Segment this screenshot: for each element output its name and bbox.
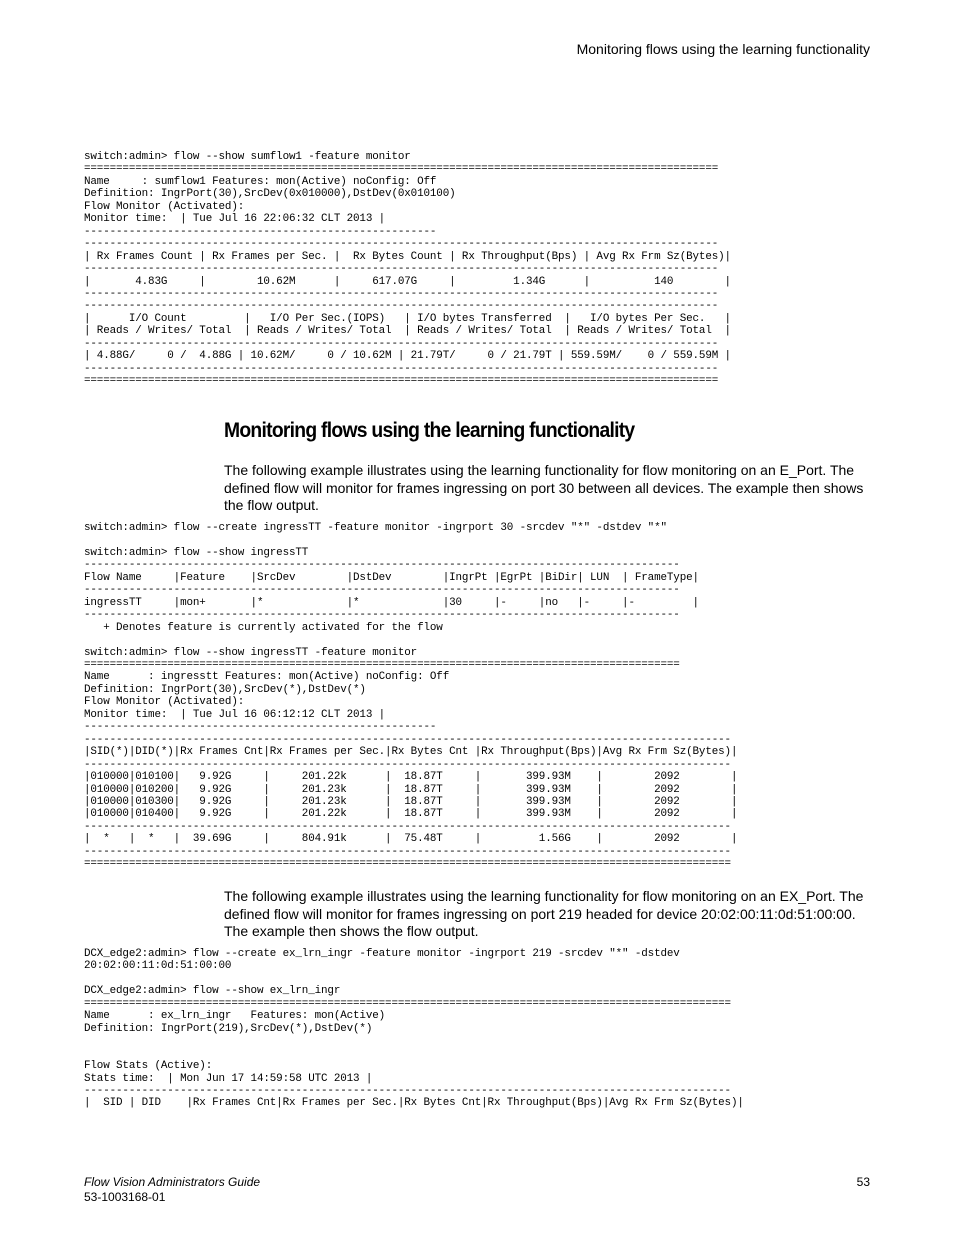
running-header: Monitoring flows using the learning functionality xyxy=(576,41,870,57)
footer-guide-title: Flow Vision Administrators Guide xyxy=(84,1175,261,1189)
code-block-ex-lrn-ingr: DCX_edge2:admin> flow --create ex_lrn_ingr -feature monitor -ingrport 219 -srcdev "*" -dstdev 20:02:00:11:0d:51:00:00 DCX_edge2:admin> flow --show ex_lrn_ingr ===================================================================================================== Name : ex_lrn_ingr Features: mon(Active) Definition: IngrPort(219),SrcDev(*),DstDev(*) Flow Stats (Active): Stats time: | Mon Jun 17 14:59:58 UTC 2013 | ----------------------------------------------------------------------------------------------------- | SID | DID |Rx Frames Cnt|Rx Frames per Sec.|Rx Bytes Cnt|Rx Throughput(Bps)|Avg Rx Frm Sz(Bytes)| xyxy=(84,948,744,1110)
code-block-ingresstt: switch:admin> flow --create ingressTT -feature monitor -ingrport 30 -srcdev "*" -dstdev "*" switch:admin> flow --show ingressTT --------------------------------------------------------------------------------------------- Flow Name |Feature |SrcDev |DstDev |IngrPt |EgrPt |BiDir| LUN | FrameType| --------------------------------------------------------------------------------------------- ingressTT |mon+ |* |* |30 |- |no |- |- | --------------------------------------------------------------------------------------------- + Denotes feature is currently activated for the flow switch:admin> flow --show ingressTT -feature monitor ============================================================================================= Name : ingresstt Features: mon(Active) noConfig: Off Definition: IngrPort(30),SrcDev(*),DstDev(*) Flow Monitor (Activated): Monitor time: | Tue Jul 16 06:12:12 CLT 2013 | ------------------------------------------------------- ----------------------------------------------------------------------------------------------------- |SID(*)|DID(*)|Rx Frames Cnt|Rx Frames per Sec.|Rx Bytes Cnt |Rx Throughput(Bps)|Avg Rx Frm Sz(Bytes)| ----------------------------------------------------------------------------------------------------- |010000|010100| 9.92G | 201.22k | 18.87T | 399.93M | 2092 | |010000|010200| 9.92G | 201.23k | 18.87T | 399.93M | 2092 | |010000|010300| 9.92G | 201.23k | 18.87T | 399.93M | 2092 | |010000|010400| 9.92G | 201.22k | 18.87T | 399.93M | 2092 | ----------------------------------------------------------------------------------------------------- | * | * | 39.69G | 804.91k | 75.48T | 1.56G | 2092 | ----------------------------------------------------------------------------------------------------- ===================================================================================================== xyxy=(84,522,738,871)
section-title: Monitoring flows using the learning functionality xyxy=(224,419,635,442)
footer-doc-number: 53-1003168-01 xyxy=(84,1190,166,1204)
code-block-sumflow1-monitor: switch:admin> flow --show sumflow1 -feature monitor =================================================================================================== Name : sumflow1 Features: mon(Active) noConfig: Off Definition: IngrPort(30),SrcDev(0x010000),DstDev(0x010100) Flow Monitor (Activated): Monitor time: | Tue Jul 16 22:06:32 CLT 2013 | ------------------------------------------------------- --------------------------------------------------------------------------------------------------- | Rx Frames Count | Rx Frames per Sec. | Rx Bytes Count | Rx Throughput(Bps) | Avg Rx Frm Sz(Bytes)| --------------------------------------------------------------------------------------------------- | 4.83G | 10.62M | 617.07G | 1.34G | 140 | --------------------------------------------------------------------------------------------------- --------------------------------------------------------------------------------------------------- | I/O Count | I/O Per Sec.(IOPS) | I/O bytes Transferred | I/O bytes Per Sec. | | Reads / Writes/ Total | Reads / Writes/ Total | Reads / Writes/ Total | Reads / Writes/ Total | --------------------------------------------------------------------------------------------------- | 4.88G/ 0 / 4.88G | 10.62M/ 0 / 10.62M | 21.79T/ 0 / 21.79T | 559.59M/ 0 / 559.59M | --------------------------------------------------------------------------------------------------- =================================================================================================== xyxy=(84,151,731,388)
page-number: 53 xyxy=(856,1175,870,1189)
export-intro-paragraph: The following example illustrates using the learning functionality for flow monitoring on an EX_Port. The defined flow will monitor for frames ingressing on port 219 headed for device 20:02:00:11:0d:51:00:00. The example then shows the flow output. xyxy=(224,888,864,939)
footer-left xyxy=(84,1175,260,1205)
eport-intro-paragraph: The following example illustrates using the learning functionality for flow monitoring on an E_Port. The defined flow will monitor for frames ingressing on port 30 between all devices. The example then shows the flow output. xyxy=(224,462,864,513)
